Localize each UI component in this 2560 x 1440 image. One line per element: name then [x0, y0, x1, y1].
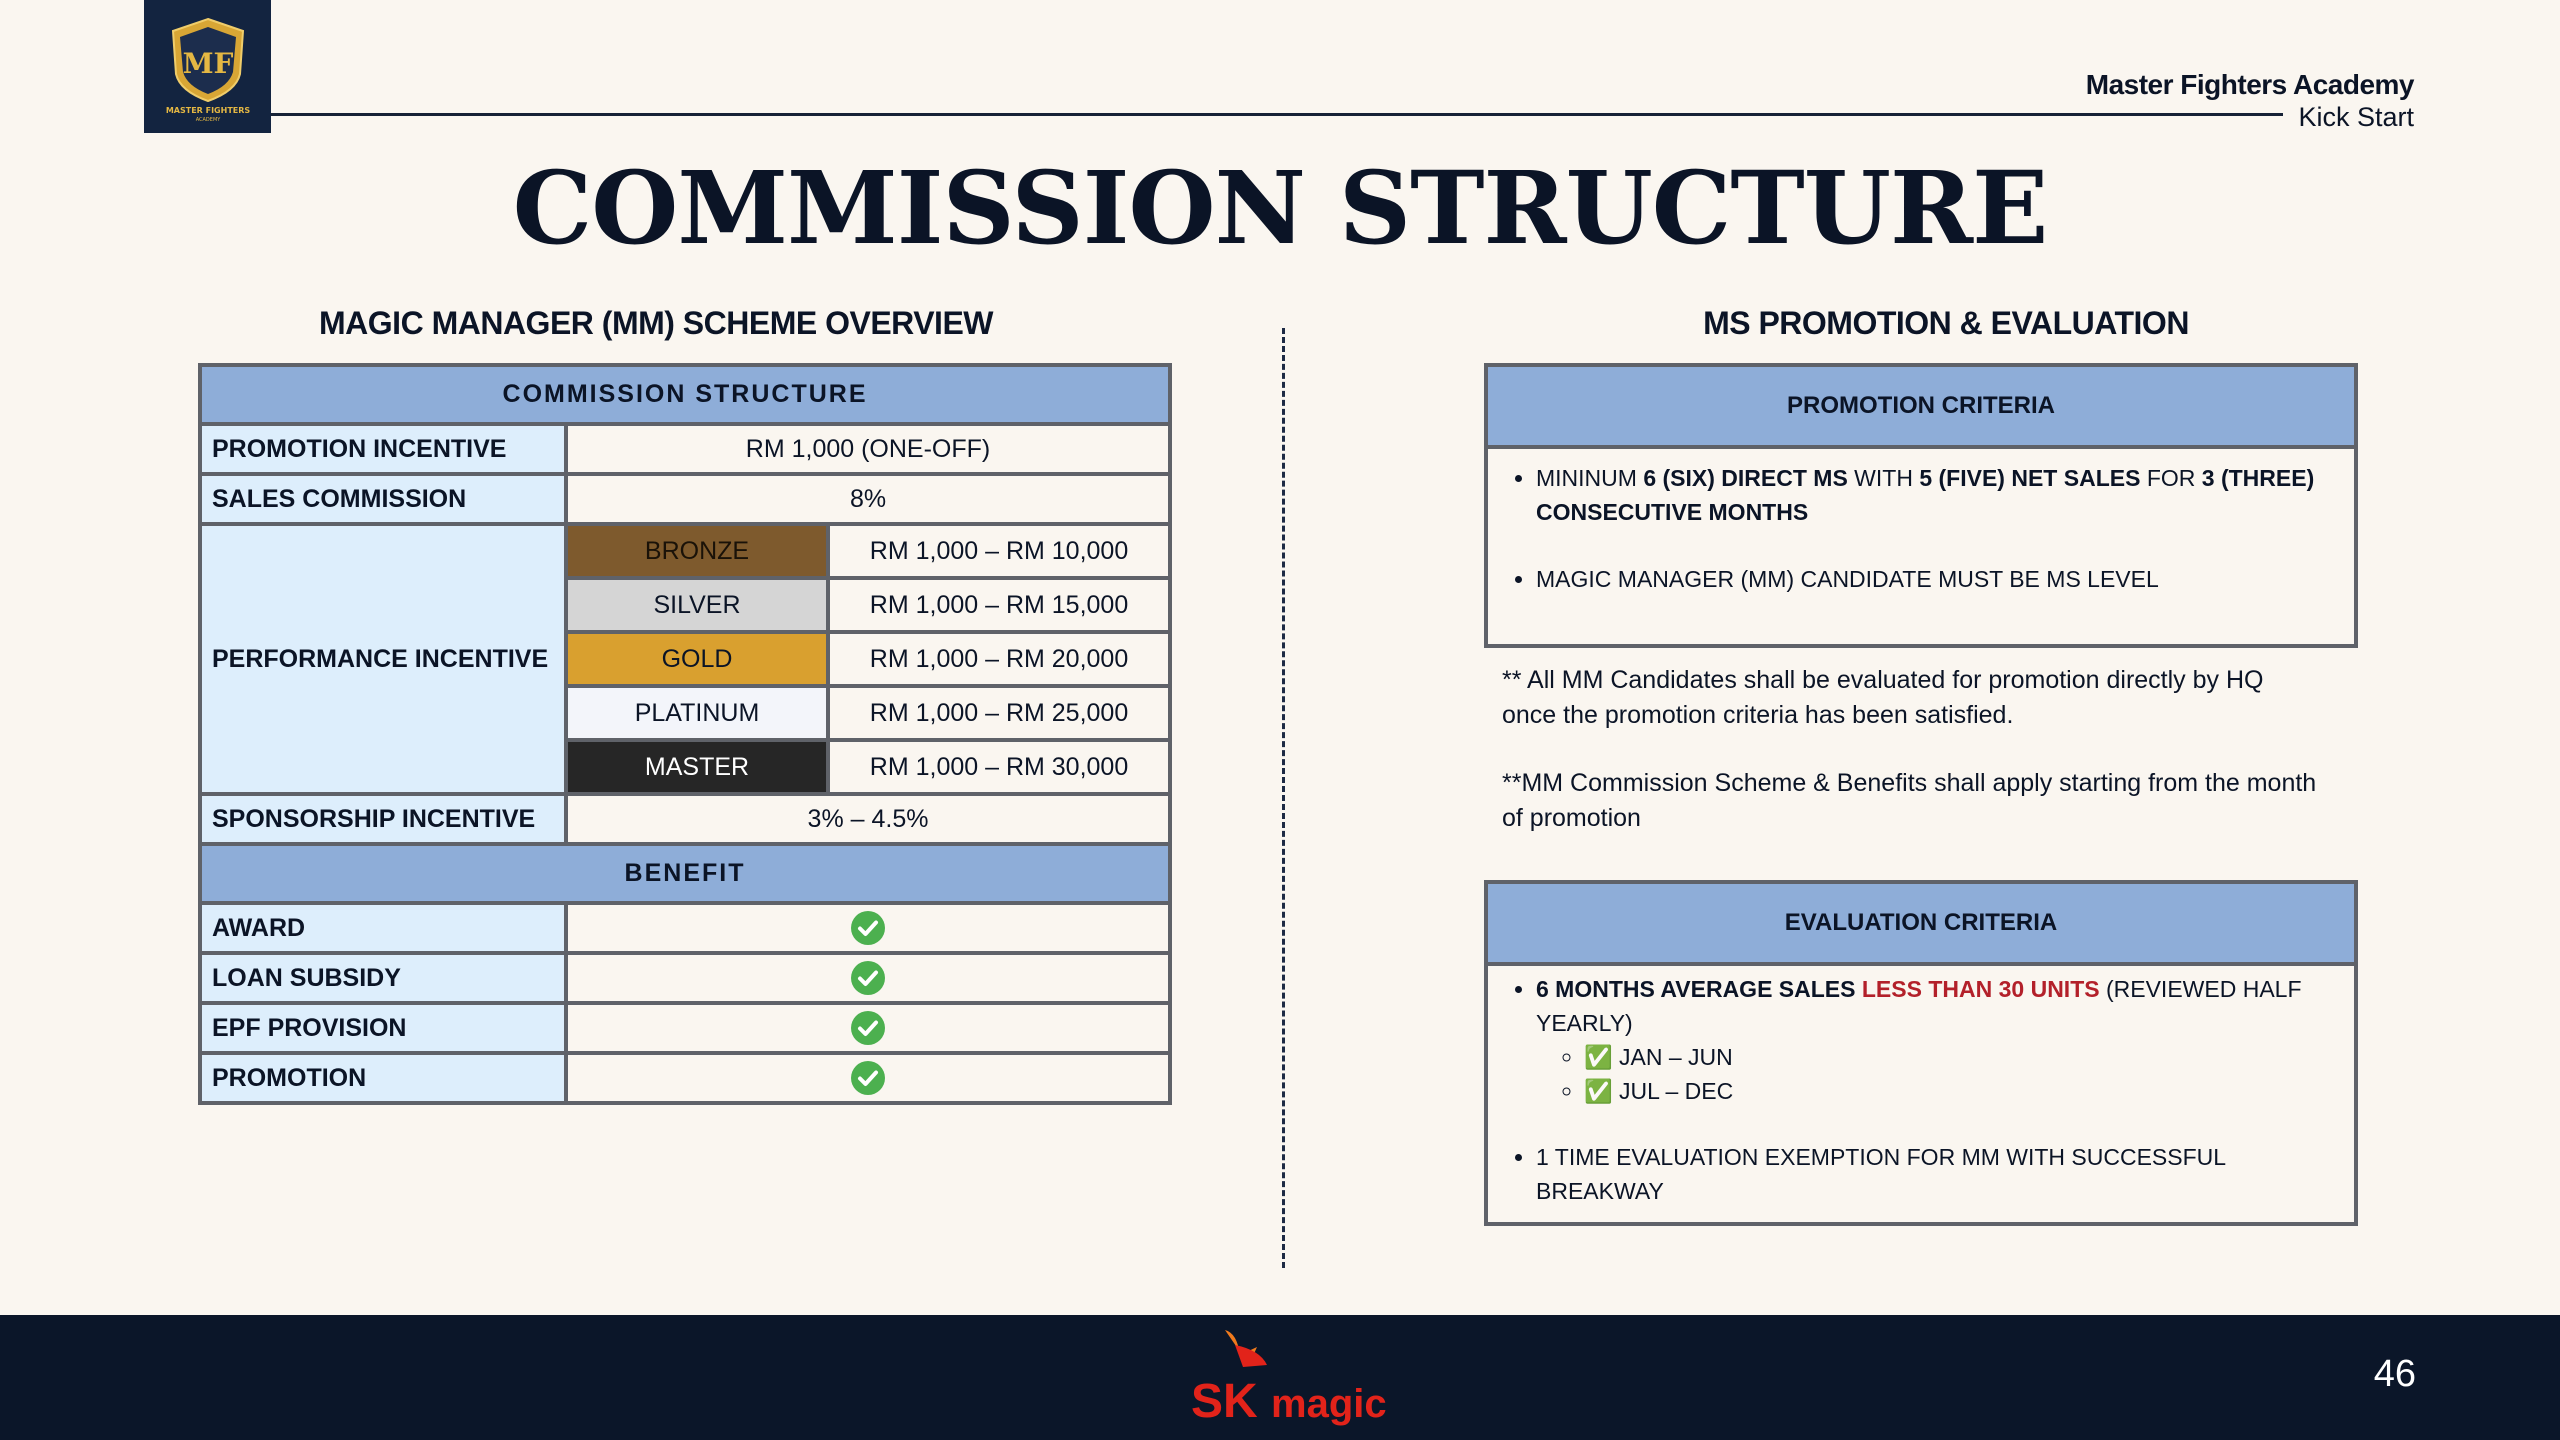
svg-text:MF: MF: [182, 47, 233, 80]
sales-commission-label: SALES COMMISSION: [200, 474, 566, 524]
tier-master: MASTER: [566, 740, 828, 794]
shield-logo-icon: [158, 9, 258, 124]
promotion-criterion-1: • MININUM 6 (SIX) DIRECT MS WITH 5 (FIVE) NET SALES FOR 3 (THREE) CONSECUTIVE MONTHS: [1536, 461, 2334, 529]
check-circle-icon: [850, 910, 886, 946]
promotion-note-1: ** All MM Candidates shall be evaluated for promotion directly by HQ once the promotion criteria has been satisfied.: [1502, 666, 2264, 729]
svg-text:ACADEMY: ACADEMY: [195, 117, 220, 123]
header-rule: [271, 113, 2283, 116]
academy-logo: [144, 0, 271, 133]
brand-name: Master Fighters Academy: [2085, 69, 2414, 100]
tier-master-range: RM 1,000 – RM 30,000: [828, 740, 1170, 794]
check-circle-icon: [850, 1060, 886, 1096]
evaluation-criteria-box: [1484, 880, 2358, 1226]
benefit-header: BENEFIT: [200, 844, 1170, 903]
benefit-epf-provision-check: [566, 1003, 1170, 1053]
benefit-award-check: [566, 903, 1170, 953]
tier-bronze: BRONZE: [566, 524, 828, 578]
evaluation-period-2: ◦ ✅ JUL – DEC: [1584, 1074, 2314, 1108]
sales-commission-value: 8%: [566, 474, 1170, 524]
promotion-criteria-header: PROMOTION CRITERIA: [1488, 367, 2354, 449]
promotion-criteria-box: [1484, 363, 2358, 648]
evaluation-criterion-1: • 6 MONTHS AVERAGE SALES LESS THAN 30 UNITS (REVIEWED HALF YEARLY) ◦ ✅ JAN – JUN ◦ ✅ JUL – DEC: [1536, 972, 2334, 1108]
promotion-criteria-list: [1488, 449, 2354, 596]
benefit-promotion-check: [566, 1053, 1170, 1103]
sk-magic-logo: [1185, 1325, 1387, 1435]
benefit-loan-subsidy-check: [566, 953, 1170, 1003]
footer-bar: [0, 1315, 2560, 1440]
commission-structure-header: COMMISSION STRUCTURE: [200, 365, 1170, 424]
benefit-award-label: AWARD: [200, 903, 566, 953]
promotion-note-2: **MM Commission Scheme & Benefits shall apply starting from the month of promotion: [1502, 769, 2317, 832]
evaluation-criteria-header: EVALUATION CRITERIA: [1488, 884, 2354, 966]
check-circle-icon: [850, 960, 886, 996]
svg-text:MASTER FIGHTERS: MASTER FIGHTERS: [165, 106, 250, 115]
evaluation-period-1: ◦ ✅ JAN – JUN: [1584, 1040, 2314, 1074]
scheme-overview-heading: MAGIC MANAGER (MM) SCHEME OVERVIEW: [319, 305, 993, 341]
tier-gold-range: RM 1,000 – RM 20,000: [828, 632, 1170, 686]
tier-platinum: PLATINUM: [566, 686, 828, 740]
tier-bronze-range: RM 1,000 – RM 10,000: [828, 524, 1170, 578]
brand-tagline: Kick Start: [2298, 102, 2414, 132]
sponsorship-incentive-value: 3% – 4.5%: [566, 794, 1170, 844]
benefit-epf-provision-label: EPF PROVISION: [200, 1003, 566, 1053]
svg-text:SK: SK: [1191, 1375, 1258, 1428]
evaluation-criteria-list: [1488, 966, 2354, 1208]
performance-incentive-label: PERFORMANCE INCENTIVE: [200, 524, 566, 794]
promotion-evaluation-heading: MS PROMOTION & EVALUATION: [1703, 305, 2189, 341]
evaluation-period-list: [1536, 1040, 2334, 1108]
butterfly-wing-icon: [1235, 1345, 1267, 1367]
check-circle-icon: [850, 1010, 886, 1046]
promotion-incentive-value: RM 1,000 (ONE-OFF): [566, 424, 1170, 474]
brand-block: [2086, 68, 2414, 132]
page-number: 46: [2373, 1353, 2416, 1395]
tier-silver-range: RM 1,000 – RM 15,000: [828, 578, 1170, 632]
benefit-loan-subsidy-label: LOAN SUBSIDY: [200, 953, 566, 1003]
section-divider: [1282, 328, 1285, 1268]
page-title: COMMISSION STRUCTURE: [512, 149, 2048, 267]
promotion-criterion-2: • MAGIC MANAGER (MM) CANDIDATE MUST BE MS LEVEL: [1536, 562, 2334, 596]
svg-text:magic: magic: [1271, 1382, 1387, 1426]
commission-table: [198, 363, 1172, 1105]
promotion-incentive-label: PROMOTION INCENTIVE: [200, 424, 566, 474]
evaluation-criterion-2: • 1 TIME EVALUATION EXEMPTION FOR MM WITH SUCCESSFUL BREAKWAY: [1536, 1140, 2334, 1208]
sponsorship-incentive-label: SPONSORSHIP INCENTIVE: [200, 794, 566, 844]
tier-platinum-range: RM 1,000 – RM 25,000: [828, 686, 1170, 740]
tier-silver: SILVER: [566, 578, 828, 632]
benefit-promotion-label: PROMOTION: [200, 1053, 566, 1103]
tier-gold: GOLD: [566, 632, 828, 686]
